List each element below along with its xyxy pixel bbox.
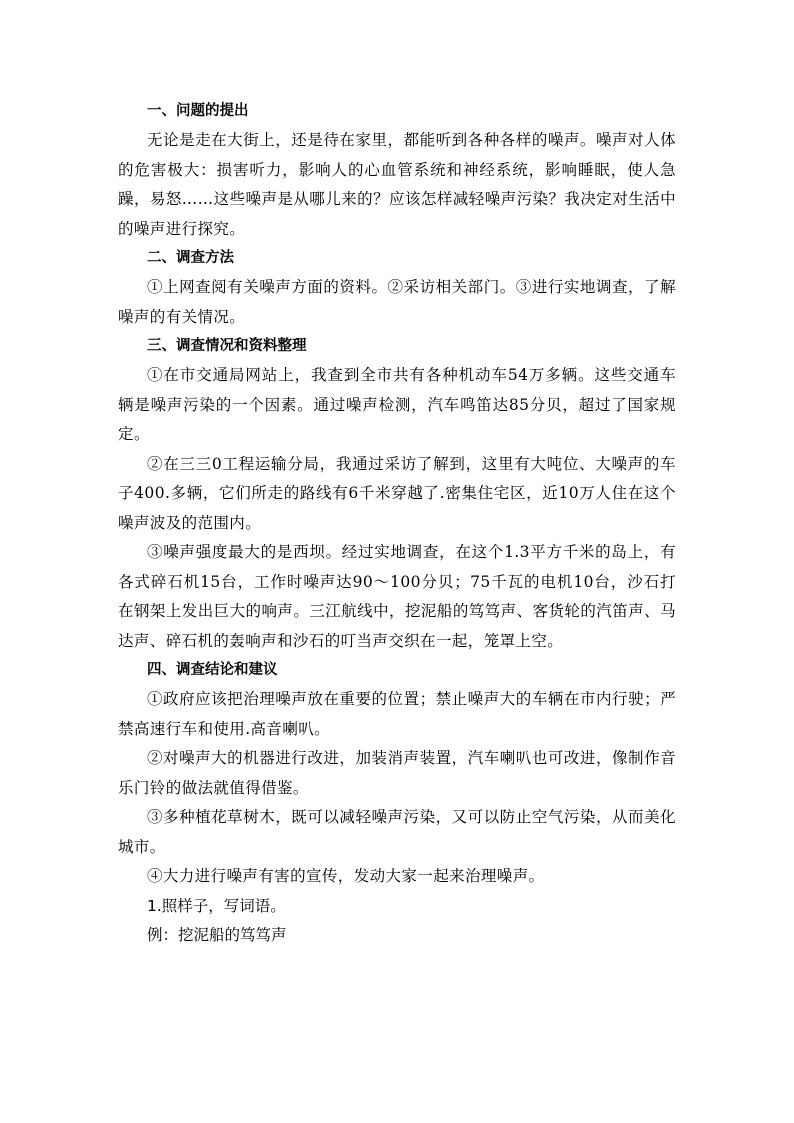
section-heading: 二、调查方法 (147, 250, 234, 266)
paragraph: ④大力进行噪声有害的宣传，发动大家一起来治理噪声。 (147, 867, 545, 885)
paragraph: ①上网查阅有关噪声方面的资料。②采访相关部门。③进行实地调查，了解噪声的有关情况。 (118, 278, 676, 326)
section-problem (118, 97, 676, 244)
paragraph: ①政府应该把治理噪声放在重要的位置；禁止噪声大的车辆在市内行驶；严禁高速行车和使用.高音喇叭。 (118, 690, 676, 738)
paragraph: 无论是走在大街上，还是待在家里，都能听到各种各样的噪声。噪声对人体的危害极大：损害听力，影响人的心血管系统和神经系统，影响睡眠，使人急躁，易怒……这些噪声是从哪儿来的？应该怎样减轻噪声污染？我决定对生活中的噪声进行探究。 (118, 131, 676, 238)
section-conclusions (118, 656, 676, 892)
document-page (118, 97, 676, 951)
paragraph: ②对噪声大的机器进行改进，加装消声装置，汽车喇叭也可改进，像制作音乐门铃的做法就值得借鉴。 (118, 749, 676, 797)
section-findings (118, 332, 676, 656)
question-prompt: 1.照样子，写词语。 (147, 896, 286, 915)
paragraph: ③噪声强度最大的是西坝。经过实地调查，在这个1.3平方千米的岛上，有各式碎石机15台，工作时噪声达90～100分贝；75千瓦的电机10台，沙石打在钢架上发出巨大的响声。三江航线中，挖泥船的笃笃声、客货轮的汽笛声、马达声、碎石机的轰响声和沙石的叮当声交织在一起，笼罩上空。 (118, 543, 676, 650)
paragraph: ②在三三0工程运输分局，我通过采访了解到，这里有大吨位、大噪声的车子400.多辆，它们所走的路线有6千米穿越了.密集住宅区，近10万人住在这个噪声波及的范围内。 (118, 454, 676, 532)
section-heading: 四、调查结论和建议 (147, 662, 278, 678)
question-example: 例：挖泥船的笃笃声 (147, 926, 287, 944)
section-heading: 一、问题的提出 (147, 103, 249, 119)
exercise-question (118, 892, 676, 951)
paragraph: ①在市交通局网站上，我查到全市共有各种机动车54万多辆。这些交通车辆是噪声污染的一个因素。通过噪声检测，汽车鸣笛达85分贝，超过了国家规定。 (118, 366, 676, 443)
section-heading: 三、调查情况和资料整理 (147, 338, 307, 354)
paragraph: ③多种植花草树木，既可以减轻噪声污染，又可以防止空气污染，从而美化城市。 (118, 808, 676, 856)
section-method (118, 244, 676, 332)
